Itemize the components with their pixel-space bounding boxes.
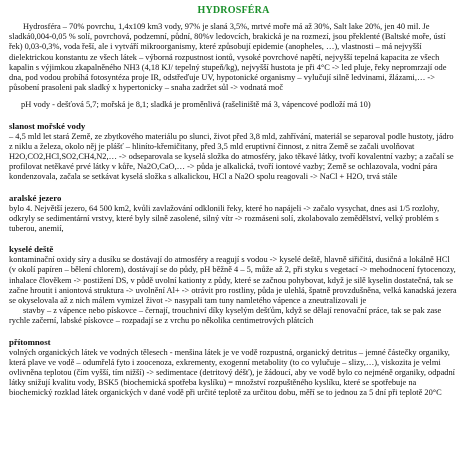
intro-paragraph: Hydrosféra – 70% povrchu, 1,4x109 km3 vody, 97% je slaná 3,5%, mrtvé moře má až 30%, Salt lake 20%, jen 40 mil. Je sladká0,004-0,05 % solí, povrchová, podzemní, půdní, 80%v ledovcích, brakická je na rozmezí, jsou překlenté (Baltské moře, ústí řek) 0,03-0,3%, voda řeší, ale i vytváří mikroorganismy, které způsobují epidemie (anopheles, …), vlastnosti – má nejvyšší dielektrickou konstantu ze všech látek – výborná rozpustnost iontů, vysoké povrchové napětí, nejvyšší tepelná kapacita ze všech kapalin s výjimkou zkapalněného NH3 (4,18 KJ/ tepelný stupeň/kg), nejvyšší hustota je při 4°C -> led pluje, řeky nepromrzají ode dna, pod vodou probíhá fotosyntéza proje IR, odstřeďuje UV, hypotonické organismy – vylučují silně ledvinami, žlázami,… -> působení prasoleni pak sladký x hypertonicky – snaha zadržet sůl -> vodnatá moč: [9, 22, 447, 93]
document-title: HYDROSFÉRA: [197, 5, 270, 16]
ph-paragraph: pH vody - dešťová 5,7; mořská je 8,1; sladká je proměnlivá (rašeliniště má 3, vápencové podloží má 10): [21, 100, 371, 110]
spacer: [9, 327, 458, 337]
spacer: [9, 93, 458, 100]
section-heading: aralské jezero: [9, 192, 62, 203]
section-text: volných organických látek ve vodných tělesech - menšina látek je ve vodě rozpustná, organický detritus – jemné částečky organiky, která plave ve vodě – odumřelá fyto i zoocenoza, exkrementy, exogenní metabolity (to co vylučuje – slizy,…), viskozita je velmi ovlivněna teplotou (čím vyšší, tím nižší) -> sedimentace (detritový déšť), je žádoucí, aby ve vodě bylo co nejméně organiky, odpadní látky snižují kvalitu vody, BSK5 (biochemická spotřeba kyslíku) = množství rozpuštěného kyslíku, které se spotřebuje na biochemický rozklad látek organických v dané vodě při určité teplotě za určitou dobu, měří se to jednou za 5 dní při teplotě 20°C: [9, 347, 456, 398]
section-text: bylo 4. Největší jezero, 64 500 km2, kvůli zavlažování odklonili řeky, které ho napájeli -> začalo vysychat, dnes asi 1/5 rozlohy, odkryly se sedimentární vrstvy, které byly silně zasolené, silný vítr -> rozmáseni solí, zkolabovalo zemědělství, velký problém s tuberou, anemií,: [9, 203, 440, 234]
spacer: [9, 234, 458, 244]
section-text: – 4,5 mld let stará Země, ze zbytkového materiálu po slunci, život před 3,8 mld, zahřívání, materiál se separoval podle hustoty, jádro z niklu a železa, okolo něj je plášť – hliníto-křemičitany, před 3,5 mld eruptivní činnost, z nitra Země se začali uvolňovat H2O,CO2,HCl,SO2,CH4,N2,… -> odseparovala se kyselá složka do atmosféry, jako těkavé látky, tvoří kovalentní vazby; a začalí se profilovat netěkavé prvé látky v kůře, Na2O,CaO,… -> půda je alkalická, tvoří iontové vazby; Země se ochlazovala, vodní pára kondenzovala, začala se setkávat kyselá složka s alkalickou, HCl a Na2O spolu reagovali -> NaCl + H2O, trvá stále: [9, 131, 454, 182]
section-heading: slanost mořské vody: [9, 120, 86, 131]
spacer: [9, 111, 458, 121]
section-pritomnost: [9, 337, 458, 399]
section-aralske-jezero: [9, 193, 458, 235]
section-text: kontaminační oxidy síry a dusíku se dostávají do atmosféry a reagují s vodou -> kyselé deště, hlavně siřičitá, dusičná a lokálně HCl (v okolí papíren – bělení chlorem), dostávají se do půdy, pH běžně 4 – 5, může až 2, při styku s vegetací -> mehodnocení fytocenozy, inhalace člověkem -> postižení DS, v půdě uvolní kationty z půdy, které se začnou pohybovat, když je silě kyselin dostatečná, tak se začne hroutit i aniontová struktura -> uvolnění Al+ -> otrávit pro rostliny, půda je ulehlá, špatně provzdušněna, velká kanadská jezera se okyselovala až z nich málem vymizel život -> nasypali tam tuny namletého vápence a zneutralizovali je: [9, 255, 457, 306]
spacer: [9, 183, 458, 193]
section-kysele-deste: [9, 244, 458, 326]
section-slanost: [9, 121, 458, 183]
section-heading: kyselé deště: [9, 244, 54, 255]
section-heading: přítomnost: [9, 336, 51, 347]
section-text-secondary: stavby – z vápence nebo pískovce – černají, trouchniví díky kyselým dešťům, když se dělají renovační práce, tak se pak zase rychle začerní, labské pískovce – rozpadají se z vrchu po několika centimetrových plátcích: [9, 306, 442, 326]
